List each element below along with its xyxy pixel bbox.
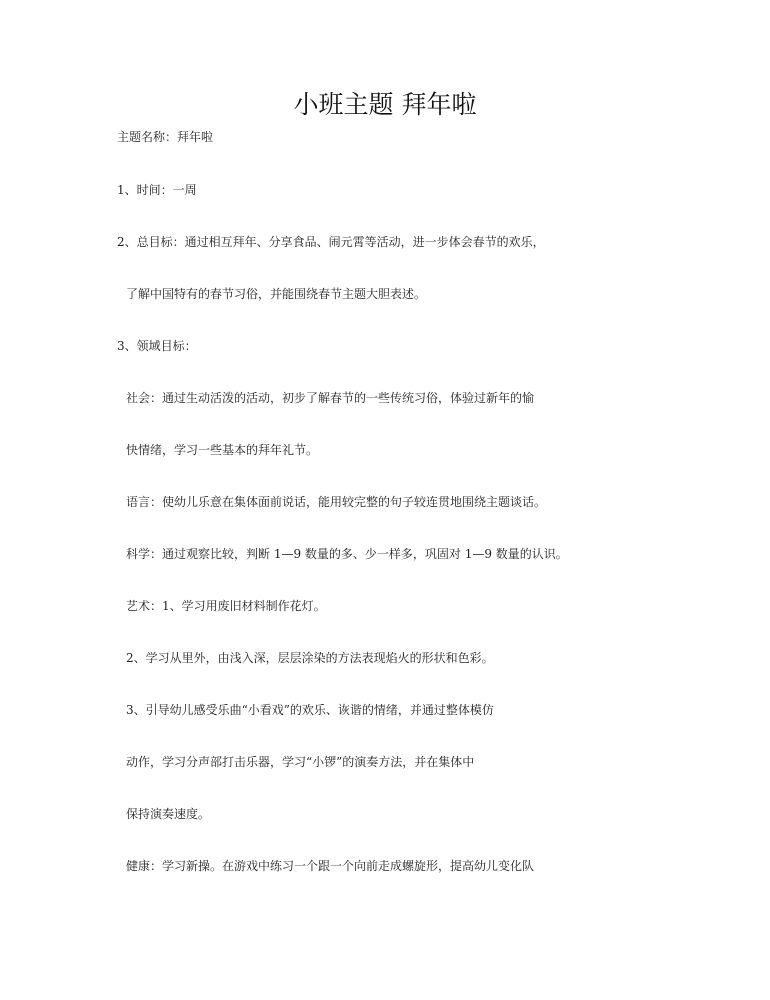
- social-goal-line: 社会：通过生动活泼的活动，初步了解春节的一些传统习俗，体验过新年的愉: [126, 391, 535, 405]
- art-goal-line-3-end: 保持演奏速度。: [126, 807, 211, 821]
- art-goal-line-1: 艺术：1、学习用废旧材料制作花灯。: [126, 599, 326, 613]
- overall-goal-continued-line: 了解中国特有的春节习俗，并能围绕春节主题大胆表述。: [126, 287, 427, 301]
- theme-name-line: 主题名称：拜年啦: [117, 130, 214, 144]
- art-goal-line-3: 3、引导幼儿感受乐曲“小看戏”的欢乐、诙谐的情绪，并通过整体模仿: [126, 703, 494, 717]
- art-goal-line-3-continued: 动作，学习分声部打击乐器，学习“小锣”的演奏方法，并在集体中: [126, 755, 475, 769]
- health-goal-line: 健康：学习新操。在游戏中练习一个跟一个向前走成螺旋形，提高幼儿变化队: [126, 859, 535, 873]
- document-title: 小班主题 拜年啦: [293, 90, 477, 119]
- domain-goals-heading: 3、领域目标：: [117, 339, 197, 353]
- overall-goal-line: 2、总目标：通过相互拜年、分享食品、闹元霄等活动，进一步体会春节的欢乐，: [117, 235, 545, 249]
- social-goal-continued-line: 快情绪，学习一些基本的拜年礼节。: [126, 443, 319, 457]
- science-goal-line: 科学：通过观察比较，判断 1—9 数量的多、少一样多，巩固对 1—9 数量的认识。: [126, 547, 568, 561]
- art-goal-line-2: 2、学习从里外，由浅入深，层层涂染的方法表现焰火的形状和色彩。: [126, 651, 494, 665]
- duration-line: 1、时间：一周: [117, 183, 197, 197]
- language-goal-line: 语言：使幼儿乐意在集体面前说话，能用较完整的句子较连贯地围绕主题谈话。: [126, 495, 547, 509]
